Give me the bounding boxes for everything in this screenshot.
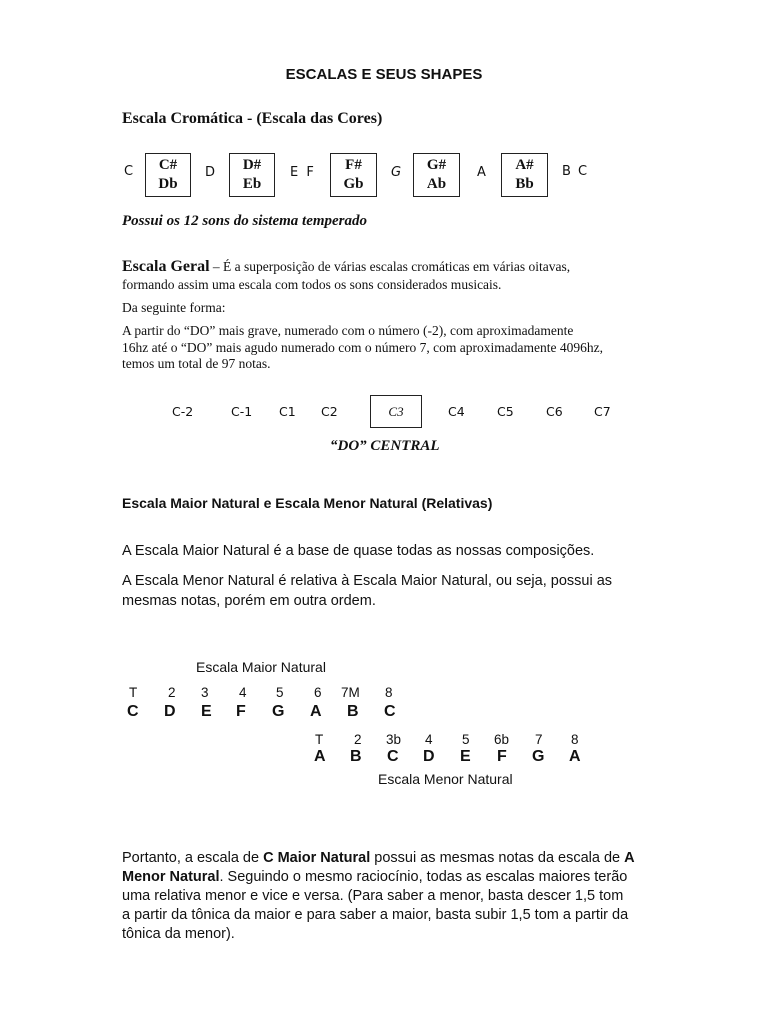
major-degree: 8 [385,685,393,700]
minor-degree: T [315,732,324,747]
conclusion-line2 [122,868,627,887]
geral-term: Escala Geral [122,258,210,275]
minor-note: E [460,748,471,765]
flat-label: Bb [515,176,534,192]
chromatic-note-box [229,153,275,197]
major-degree: 4 [239,685,247,700]
minor-degree: 6b [494,732,510,747]
conclusion-line4: a partir da tônica da maior e para saber a maior, basta subir 1,5 tom a partir da [122,907,629,923]
octave-label: C6 [546,404,563,419]
major-degree: 3 [201,685,209,700]
geral-line2: formando assim uma escala com todos os sons considerados musicais. [122,277,502,292]
conclusion-text: possui as mesmas notas da escala de [370,850,625,866]
chromatic-note-box [330,153,377,197]
octave-label: C7 [594,404,611,419]
major-note: A [310,703,322,720]
major-note: C [127,703,139,720]
minor-degree: 7 [535,732,543,747]
flat-label: Eb [242,176,262,192]
minor-degree: 5 [462,732,470,747]
flat-label: Ab [426,176,447,192]
minor-degree: 2 [354,732,362,747]
major-minor-p2-line1: A Escala Menor Natural é relativa à Escala Maior Natural, ou seja, possui as [122,573,613,589]
flat-label: Gb [343,176,364,192]
minor-note: A [314,748,326,765]
major-note: F [236,703,246,720]
sharp-label: D# [242,157,262,173]
geral-line1 [122,258,667,275]
octave-label: C-1 [231,404,253,419]
chromatic-heading: Escala Cromática - (Escala das Cores) [122,110,383,127]
conclusion-line3: uma relativa menor e vice e versa. (Para saber a menor, basta descer 1,5 tom [122,888,624,904]
conclusion-bold: C Maior Natural [263,850,371,866]
major-degree: 2 [168,685,176,700]
chromatic-note: A [477,165,486,180]
geral-para2-line3: temos um total de 97 notas. [122,356,271,371]
chromatic-note: E F [290,165,314,180]
octave-label: C1 [279,404,296,419]
sharp-label: F# [345,157,362,173]
conclusion-bold: A [624,850,635,866]
minor-note: F [497,748,507,765]
conclusion-bold: Menor Natural [122,869,220,885]
chromatic-note-box [413,153,460,197]
octave-label: C4 [448,404,465,419]
flat-label: Db [158,176,178,192]
major-note: B [347,703,359,720]
major-degree: 6 [314,685,322,700]
chromatic-note-box [501,153,548,197]
octave-label: C5 [497,404,514,419]
major-note: D [164,703,176,720]
geral-para2-line1: A partir do “DO” mais grave, numerado com o número (-2), com aproximadamente [122,323,574,338]
minor-note: B [350,748,362,765]
do-central-label: “DO” CENTRAL [330,438,440,454]
chromatic-note: D [205,165,216,180]
chromatic-caption: Possui os 12 sons do sistema temperado [122,213,368,229]
minor-degree: 4 [425,732,433,747]
chromatic-note: B C [562,164,588,179]
minor-degree: 8 [571,732,579,747]
geral-para2-line2: 16hz até o “DO” mais agudo numerado com o número 7, com aproximadamente 4096hz, [122,340,603,355]
sharp-label: G# [426,157,447,173]
octave-label: C2 [321,404,338,419]
major-degree: T [129,685,138,700]
conclusion-text: Portanto, a escala de [122,850,264,866]
minor-degree: 3b [386,732,402,747]
major-note: E [201,703,212,720]
major-minor-p1: A Escala Maior Natural é a base de quase todas as nossas composições. [122,543,595,559]
conclusion-line1 [122,849,635,868]
minor-note: A [569,748,581,765]
conclusion-text: . Seguindo o mesmo raciocínio, todas as escalas maiores terão [219,869,628,885]
central-c-box: C3 [370,395,422,428]
minor-scale-label: Escala Menor Natural [378,771,513,787]
major-degree: 7M [341,685,360,700]
page-title: ESCALAS E SEUS SHAPES [285,66,483,83]
geral-line3: Da seguinte forma: [122,300,226,315]
sharp-label: A# [515,157,534,173]
major-note: C [384,703,396,720]
conclusion-line5: tônica da menor). [122,926,235,942]
major-note: G [272,703,285,720]
major-scale-label: Escala Maior Natural [196,659,326,675]
sharp-label: C# [158,157,178,173]
major-minor-heading: Escala Maior Natural e Escala Menor Natural (Relativas) [122,495,493,511]
minor-note: G [532,748,545,765]
octave-label: C-2 [172,404,194,419]
major-minor-p2-line2: mesmas notas, porém em outra ordem. [122,593,376,609]
minor-note: C [387,748,399,765]
chromatic-note: C [124,164,134,179]
chromatic-note: G [391,165,402,180]
major-degree: 5 [276,685,284,700]
minor-note: D [423,748,435,765]
geral-text: – É a superposição de várias escalas cromáticas em várias oitavas, [209,259,571,274]
chromatic-note-box [145,153,191,197]
